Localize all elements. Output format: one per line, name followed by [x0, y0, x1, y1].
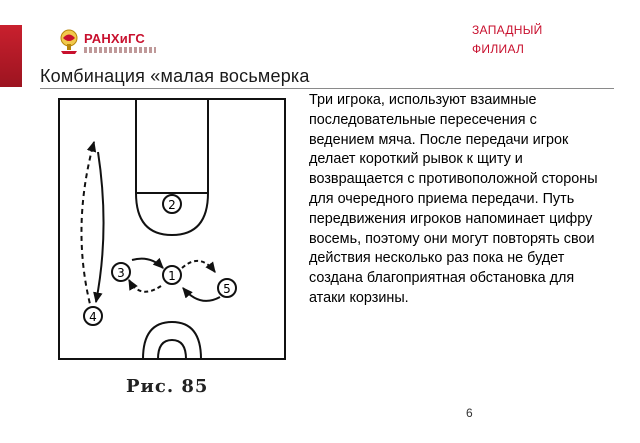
player-4 [84, 307, 102, 325]
pass-5-to-1 [183, 288, 220, 301]
branch-line-2: ФИЛИАЛ [472, 42, 525, 56]
branch-name [472, 21, 612, 59]
branch-line-1: ЗАПАДНЫЙ [472, 23, 543, 37]
figure-caption: Рис. 85 [126, 376, 209, 397]
logo-text: РАНХиГС [84, 31, 145, 46]
court-diagram-svg [50, 90, 300, 402]
path-1-to-3 [129, 280, 161, 292]
emblem-icon [58, 29, 80, 55]
path-1-to-5 [182, 261, 215, 272]
player-3-label: 3 [117, 266, 125, 280]
path-player-4 [81, 142, 94, 312]
ranepa-logo [58, 29, 178, 57]
player-2-label: 2 [168, 198, 176, 212]
player-2 [163, 195, 181, 213]
player-5 [218, 279, 236, 297]
page-number: 6 [466, 406, 473, 420]
title-divider [40, 88, 614, 89]
player-1 [163, 266, 181, 284]
court-diagram [50, 90, 300, 402]
slide-body-text: Три игрока, используют взаимные последовательные пересечения с ведением мяча. После передачи игрок делает короткий рывок к щиту и возвращается с противоположной стороны для очередного приема передачи. Путь передвижения игроков напоминает цифру восемь, поэтому они могут повторять свои действия несколько раз пока не будет создана благоприятная обстановка для атаки корзины. [309, 92, 598, 306]
player-5-label: 5 [223, 282, 231, 296]
player-3 [112, 263, 130, 281]
header-accent-bar [0, 25, 22, 87]
slide-title: Комбинация «малая восьмерка [40, 66, 310, 86]
player-4-label: 4 [89, 310, 97, 324]
pass-3-to-1 [132, 259, 163, 268]
logo-subtitle [84, 47, 156, 53]
path-player-4-return [96, 152, 104, 302]
player-1-label: 1 [168, 269, 176, 283]
free-throw-lane-top [136, 99, 208, 193]
center-circle-inner [158, 340, 186, 359]
